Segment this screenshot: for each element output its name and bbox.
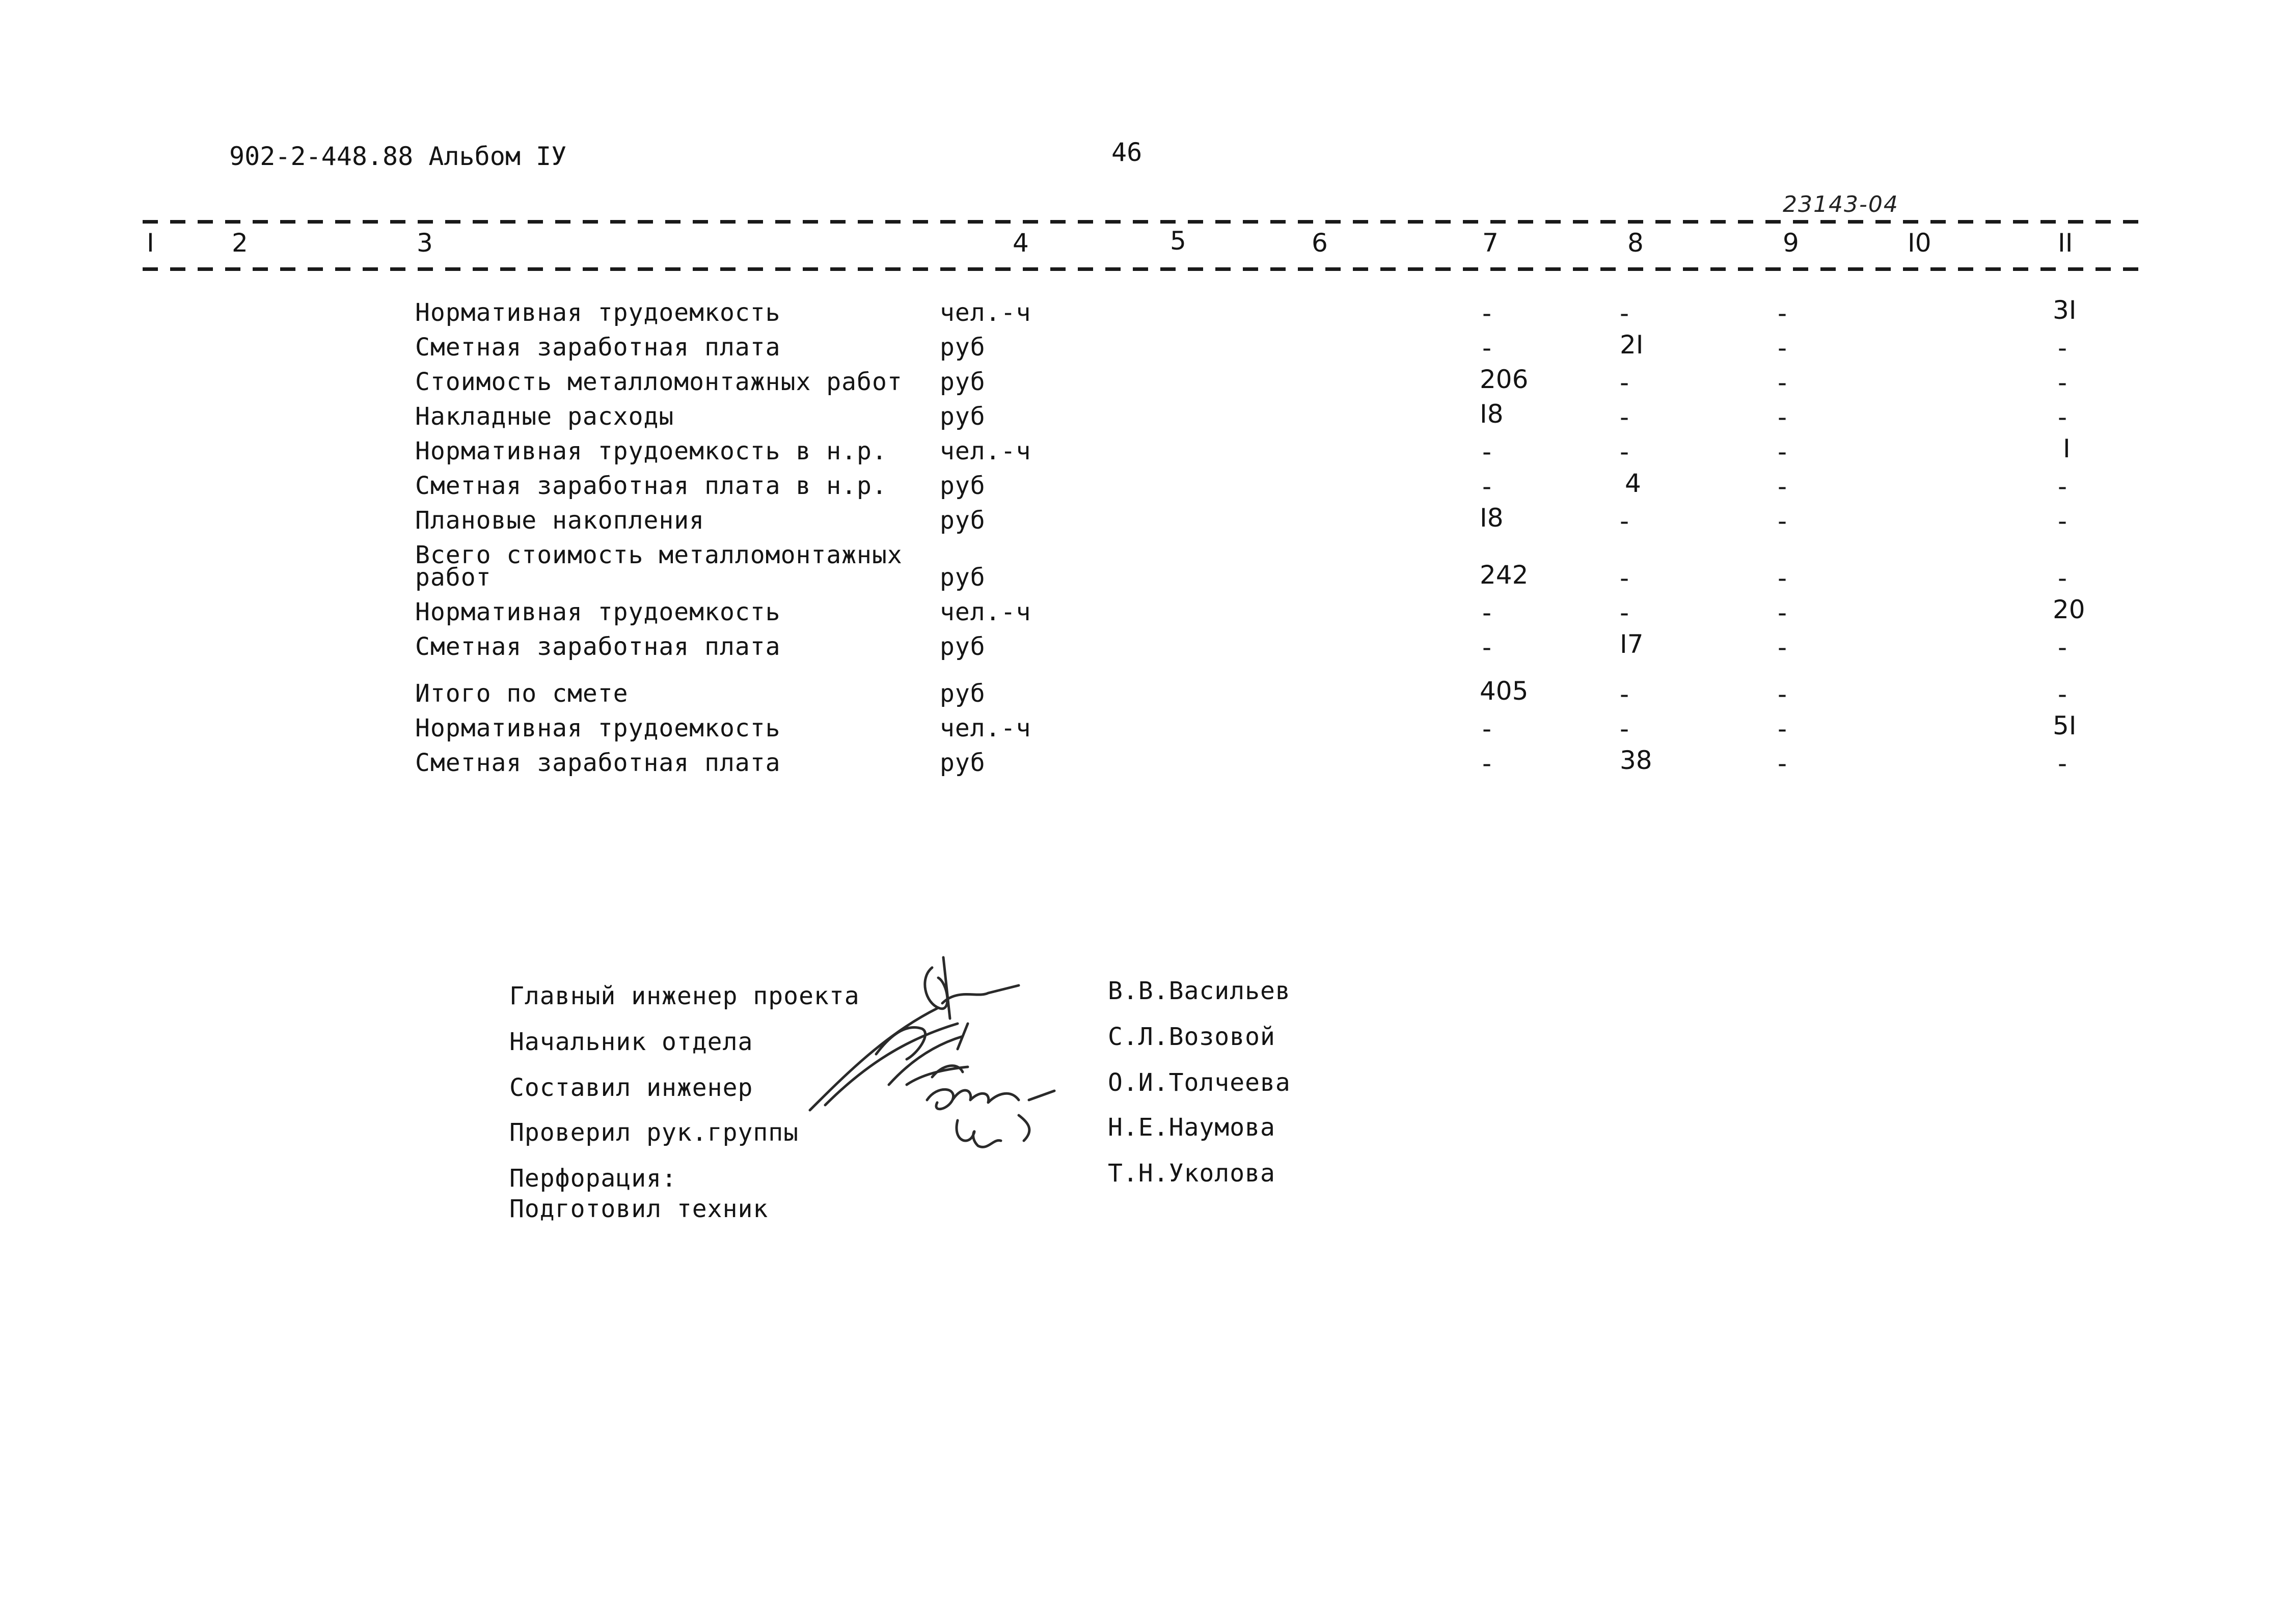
col-header-8: 8 <box>1627 228 1644 258</box>
row-unit: руб <box>940 679 986 708</box>
row-label: Сметная заработная плата в н.р. <box>415 472 887 500</box>
row-col11: 5I <box>2053 711 2077 740</box>
row-unit: руб <box>940 402 986 431</box>
page-number: 46 <box>1111 137 1142 167</box>
role-group-checker: Проверил рук.группы <box>509 1118 799 1147</box>
row-label: Накладные расходы <box>415 402 674 431</box>
row-col8: - <box>1620 563 1629 593</box>
col-header-2: 2 <box>232 228 248 258</box>
row-col7: - <box>1482 437 1492 466</box>
row-col11: - <box>2058 402 2067 432</box>
role-technician: Подготовил техник <box>509 1195 769 1223</box>
row-col7: I8 <box>1480 399 1504 429</box>
row-col8: - <box>1620 402 1629 432</box>
document-code <box>229 144 566 169</box>
table-header-rule <box>143 267 2149 271</box>
row-unit: руб <box>940 472 986 500</box>
row-col8: - <box>1620 714 1629 744</box>
row-col9: - <box>1778 598 1787 627</box>
row-col9: - <box>1778 679 1787 709</box>
row-col11: 3I <box>2053 295 2077 325</box>
row-col9: - <box>1778 714 1787 744</box>
doc-code: 902-2-448.88 <box>229 142 414 171</box>
row-col11: I <box>2063 434 2071 463</box>
table-top-rule <box>143 220 2149 224</box>
row-col7: 242 <box>1480 560 1529 590</box>
row-col9: - <box>1778 298 1787 328</box>
row-unit: руб <box>940 632 986 661</box>
row-col9: - <box>1778 749 1787 778</box>
row-unit: чел.-ч <box>940 598 1031 626</box>
row-col11: - <box>2058 333 2067 363</box>
col-header-10: I0 <box>1908 228 1931 258</box>
row-col11: - <box>2058 679 2067 709</box>
row-unit: руб <box>940 563 986 592</box>
name-compiler-engineer: О.И.Толчеева <box>1108 1068 1291 1097</box>
row-col9: - <box>1778 402 1787 432</box>
col-header-6: 6 <box>1312 228 1328 258</box>
row-col8: 38 <box>1620 746 1652 775</box>
row-label: Нормативная трудоемкость <box>415 298 781 327</box>
row-col8: - <box>1620 298 1629 328</box>
row-unit: руб <box>940 333 986 362</box>
row-col11: - <box>2058 506 2067 536</box>
row-label-total: Итого по смете <box>415 679 629 708</box>
row-label-cont: работ <box>415 563 492 592</box>
album-label: Альбом IУ <box>428 142 567 171</box>
row-label: Нормативная трудоемкость <box>415 714 781 742</box>
row-label: Стоимость металломонтажных работ <box>415 368 903 396</box>
row-col7: 405 <box>1480 676 1529 706</box>
role-perforation: Перфорация: <box>509 1164 677 1193</box>
row-unit: руб <box>940 749 986 777</box>
row-col7: I8 <box>1480 503 1504 533</box>
row-label: Сметная заработная плата <box>415 749 781 777</box>
col-header-1: I <box>147 228 154 258</box>
row-col7: - <box>1482 749 1492 778</box>
col-header-9: 9 <box>1783 228 1799 258</box>
row-col9: - <box>1778 632 1787 662</box>
row-col9: - <box>1778 506 1787 536</box>
row-col9: - <box>1778 437 1787 466</box>
row-col8: 4 <box>1625 469 1641 498</box>
row-unit: руб <box>940 506 986 535</box>
handwritten-code: 23143-04 <box>1783 191 1899 217</box>
row-col11: - <box>2058 368 2067 397</box>
row-label: Сметная заработная плата <box>415 333 781 362</box>
row-label: Нормативная трудоемкость <box>415 598 781 626</box>
row-label: Всего стоимость металломонтажных <box>415 541 903 569</box>
row-unit: руб <box>940 368 986 396</box>
row-col7: - <box>1482 333 1492 363</box>
role-chief-engineer: Главный инженер проекта <box>509 982 860 1010</box>
row-col11: - <box>2058 563 2067 593</box>
col-header-7: 7 <box>1482 228 1499 258</box>
row-col7: - <box>1482 598 1492 627</box>
row-unit: чел.-ч <box>940 298 1031 327</box>
col-header-3: 3 <box>417 228 433 258</box>
col-header-4: 4 <box>1013 228 1029 258</box>
row-col11: - <box>2058 749 2067 778</box>
row-label: Плановые накопления <box>415 506 705 535</box>
handwritten-signatures <box>805 947 1110 1212</box>
row-col7: 206 <box>1480 365 1529 394</box>
row-label: Сметная заработная плата <box>415 632 781 661</box>
row-label: Нормативная трудоемкость в н.р. <box>415 437 887 465</box>
name-group-checker: Н.Е.Наумова <box>1108 1113 1275 1142</box>
name-department-head: С.Л.Возовой <box>1108 1023 1275 1051</box>
row-col7: - <box>1482 298 1492 328</box>
name-technician: Т.Н.Уколова <box>1108 1159 1275 1188</box>
row-col7: - <box>1482 472 1492 501</box>
row-col11: 20 <box>2053 595 2085 624</box>
row-col9: - <box>1778 333 1787 363</box>
row-col8: - <box>1620 679 1629 709</box>
row-col8: - <box>1620 437 1629 466</box>
row-col8: - <box>1620 506 1629 536</box>
col-header-5: 5 <box>1170 226 1186 256</box>
row-col9: - <box>1778 368 1787 397</box>
row-unit: чел.-ч <box>940 437 1031 465</box>
row-col11: - <box>2058 632 2067 662</box>
row-col8: I7 <box>1620 629 1644 659</box>
row-col8: - <box>1620 598 1629 627</box>
name-chief-engineer: В.В.Васильев <box>1108 977 1291 1005</box>
row-col9: - <box>1778 472 1787 501</box>
role-department-head: Начальник отдела <box>509 1028 753 1056</box>
row-col8: - <box>1620 368 1629 397</box>
row-col9: - <box>1778 563 1787 593</box>
row-col11: - <box>2058 472 2067 501</box>
row-col8: 2I <box>1620 330 1644 360</box>
row-unit: чел.-ч <box>940 714 1031 742</box>
row-col7: - <box>1482 714 1492 744</box>
role-compiler-engineer: Составил инженер <box>509 1074 753 1102</box>
row-col7: - <box>1482 632 1492 662</box>
col-header-11: II <box>2058 228 2073 258</box>
